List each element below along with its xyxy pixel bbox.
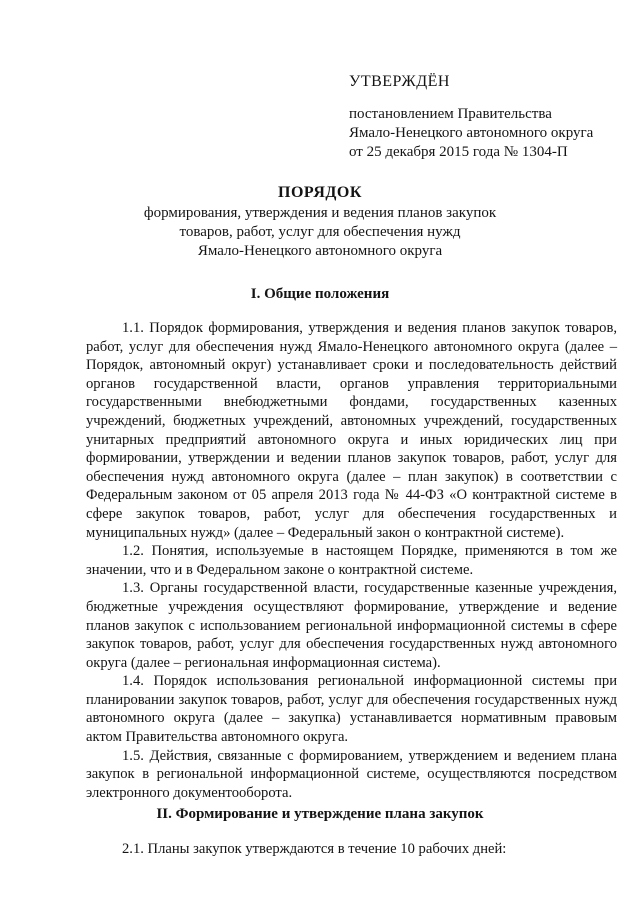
approval-line: постановлением Правительства (349, 106, 552, 122)
document-subtitle: Ямало-Ненецкого автономного округа (197, 243, 443, 259)
section-heading: II. Формирование и утверждение плана закупок (156, 806, 484, 822)
section-body (86, 319, 617, 802)
paragraph: 1.5. Действия, связанные с формированием, утверждением и ведением плана закупок в региональной информационной системе, осуществляются посредством электронного документооборота. (86, 747, 617, 801)
paragraph: 1.3. Органы государственной власти, государственные казенные учреждения, бюджетные учреждения осуществляют формирование, утверждение и ведение планов закупок с использованием региональной информационной системы в сфере закупок товаров, работ, услуг для обеспечения государственных нужд автономного округа (далее – региональная информационная система). (86, 580, 617, 671)
paragraph: 2.1. Планы закупок утверждаются в течение 10 рабочих дней: (122, 841, 507, 857)
document-title: ПОРЯДОК (278, 184, 362, 201)
section-body (86, 840, 617, 859)
document-title-block (0, 183, 640, 261)
paragraph: 1.2. Понятия, используемые в настоящем Порядке, применяются в том же значении, что и в Федеральном законе о контрактной системе. (86, 543, 617, 578)
approval-block (349, 72, 593, 162)
document-subtitle: формирования, утверждения и ведения планов закупок (143, 205, 497, 221)
paragraph: 1.1. Порядок формирования, утверждения и ведения планов закупок товаров, работ, услуг для обеспечения нужд Ямало-Ненецкого автономного округа (далее – Порядок, автономный округ) устанавливает сроки и последовательность действий органов государственной власти, органов управления территориальными государственными внебюджетными фондами, государственных казенных учреждений, бюджетных учреждений, автономных учреждений, государственных унитарных предприятий автономного округа и иных юридических лиц при формировании, утверждении и ведении планов закупок товаров, работ, услуг для обеспечения нужд автономного округа (далее – план закупок) в соответствии с Федеральным законом от 05 апреля 2013 года № 44-ФЗ «О контрактной системе в сфере закупок товаров, работ, услуг для обеспечения государственных и муниципальных нужд» (далее – Федеральный закон о контрактной системе). (86, 320, 617, 541)
approval-line: от 25 декабря 2015 года № 1304-П (349, 144, 568, 160)
approval-line: Ямало-Ненецкого автономного округа (349, 125, 594, 141)
section-heading: I. Общие положения (250, 286, 390, 302)
approval-stamp: УТВЕРЖДЁН (349, 73, 450, 90)
document-subtitle: товаров, работ, услуг для обеспечения нужд (179, 224, 461, 240)
paragraph: 1.4. Порядок использования региональной информационной системы при планировании закупок товаров, работ, услуг для обеспечения государственных нужд автономного округа (далее – закупка) устанавливается нормативным правовым актом Правительства автономного округа. (86, 673, 617, 746)
